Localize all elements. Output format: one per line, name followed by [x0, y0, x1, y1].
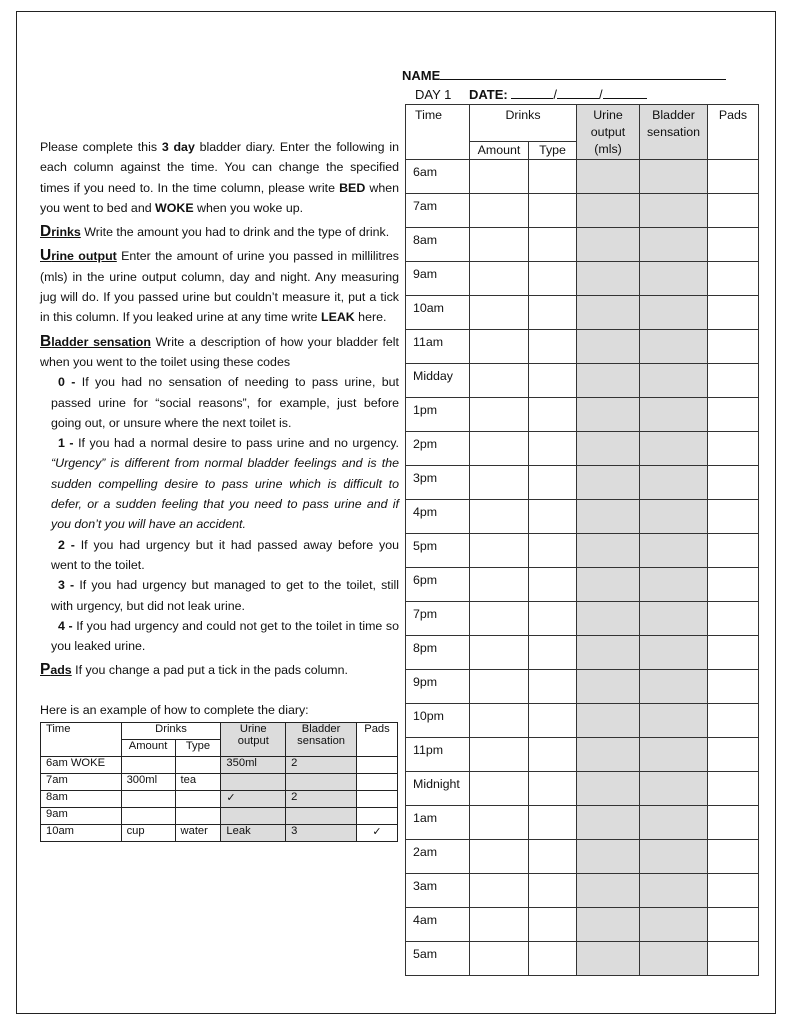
diary-type-cell[interactable]	[529, 466, 577, 500]
diary-amount-cell[interactable]	[470, 874, 529, 908]
diary-time-cell: 5pm	[406, 534, 470, 568]
diary-urine-cell[interactable]	[577, 942, 640, 976]
diary-amount-cell[interactable]	[470, 432, 529, 466]
diary-amount-cell[interactable]	[470, 330, 529, 364]
diary-header-time: Time	[406, 105, 470, 160]
diary-urine-cell[interactable]	[577, 874, 640, 908]
code-4	[40, 616, 399, 657]
diary-pads-cell[interactable]	[708, 772, 759, 806]
diary-amount-cell[interactable]	[470, 534, 529, 568]
example-cell-bladder	[286, 808, 357, 825]
diary-amount-cell[interactable]	[470, 670, 529, 704]
diary-pads-cell[interactable]	[708, 874, 759, 908]
example-cell-amount: cup	[121, 825, 175, 842]
example-row	[41, 825, 398, 842]
diary-bladder-cell[interactable]	[640, 942, 708, 976]
diary-time-cell: 9pm	[406, 670, 470, 704]
diary-bladder-cell[interactable]	[640, 194, 708, 228]
diary-urine-cell[interactable]	[577, 330, 640, 364]
diary-time-cell: 8pm	[406, 636, 470, 670]
example-cell-urine	[221, 808, 286, 825]
example-cell-time: 9am	[41, 808, 122, 825]
day-date-line	[415, 87, 647, 102]
example-cell-type: water	[175, 825, 221, 842]
code-4-text: If you had urgency and could not get to the toilet in time so you leaked urine.	[51, 618, 399, 654]
diary-row	[406, 534, 759, 568]
diary-bladder-cell[interactable]	[640, 432, 708, 466]
example-header-urine: Urine output	[221, 723, 286, 757]
diary-time-cell: 6pm	[406, 568, 470, 602]
diary-bladder-cell[interactable]	[640, 568, 708, 602]
diary-time-cell: 10am	[406, 296, 470, 330]
diary-row	[406, 806, 759, 840]
diary-urine-cell[interactable]	[577, 568, 640, 602]
diary-row	[406, 602, 759, 636]
diary-amount-cell[interactable]	[470, 296, 529, 330]
diary-urine-cell[interactable]	[577, 908, 640, 942]
example-cell-bladder: 2	[286, 757, 357, 774]
diary-bladder-cell[interactable]	[640, 704, 708, 738]
drinks-text: Write the amount you had to drink and the type of drink.	[80, 225, 390, 240]
diary-row	[406, 772, 759, 806]
example-cell-bladder: 3	[286, 825, 357, 842]
pads-heading-initial: P	[40, 661, 51, 679]
example-cell-amount	[121, 757, 175, 774]
diary-urine-cell[interactable]	[577, 806, 640, 840]
diary-urine-cell[interactable]	[577, 840, 640, 874]
diary-pads-cell[interactable]	[708, 908, 759, 942]
diary-amount-cell[interactable]	[470, 364, 529, 398]
diary-bladder-cell[interactable]	[640, 772, 708, 806]
diary-table	[405, 104, 759, 976]
diary-bladder-cell[interactable]	[640, 330, 708, 364]
code-0	[40, 372, 399, 433]
example-header-type: Type	[175, 740, 221, 757]
diary-row	[406, 840, 759, 874]
pads-heading-rest: ads	[50, 663, 72, 678]
example-cell-amount	[121, 808, 175, 825]
example-cell-urine: Leak	[221, 825, 286, 842]
intro-bold-2: BED	[339, 180, 366, 195]
diary-bladder-cell[interactable]	[640, 364, 708, 398]
example-table	[40, 722, 398, 842]
diary-bladder-cell[interactable]	[640, 500, 708, 534]
diary-header-pads: Pads	[708, 105, 759, 160]
example-cell-type: tea	[175, 774, 221, 791]
diary-urine-cell[interactable]	[577, 636, 640, 670]
diary-pads-cell[interactable]	[708, 500, 759, 534]
diary-urine-cell[interactable]	[577, 534, 640, 568]
diary-type-cell[interactable]	[529, 840, 577, 874]
drinks-heading-rest: rinks	[51, 225, 81, 240]
diary-type-cell[interactable]	[529, 398, 577, 432]
diary-bladder-cell[interactable]	[640, 296, 708, 330]
diary-time-cell: 7pm	[406, 602, 470, 636]
diary-bladder-cell[interactable]	[640, 228, 708, 262]
diary-type-cell[interactable]	[529, 806, 577, 840]
diary-amount-cell[interactable]	[470, 772, 529, 806]
diary-urine-cell[interactable]	[577, 602, 640, 636]
diary-bladder-cell[interactable]	[640, 738, 708, 772]
diary-type-cell[interactable]	[529, 942, 577, 976]
code-1-text: If you had a normal desire to pass urine and no urgency.	[73, 436, 399, 451]
diary-row	[406, 568, 759, 602]
diary-urine-cell[interactable]	[577, 738, 640, 772]
urine-text: Enter the amount of urine you passed in millilitres (mls) in the urine output column, day and night. Any measuring jug will do. If you passed urine but couldn’t measure it, put a tick in this column. If you leaked urine at any time write	[40, 249, 399, 325]
diary-urine-cell[interactable]	[577, 704, 640, 738]
diary-bladder-cell[interactable]	[640, 398, 708, 432]
diary-row	[406, 296, 759, 330]
bladder-heading-initial: B	[40, 332, 52, 350]
diary-urine-cell[interactable]	[577, 364, 640, 398]
diary-time-cell: 4pm	[406, 500, 470, 534]
diary-row	[406, 160, 759, 194]
diary-header-row-1	[406, 105, 759, 142]
urine-text-end: here.	[354, 310, 387, 325]
example-cell-time: 8am	[41, 791, 122, 808]
example-cell-pads: ✓	[357, 825, 398, 842]
code-2-num: 2 -	[58, 537, 75, 552]
diary-urine-cell[interactable]	[577, 432, 640, 466]
diary-amount-cell[interactable]	[470, 500, 529, 534]
diary-time-cell: 2pm	[406, 432, 470, 466]
diary-time-cell: Midday	[406, 364, 470, 398]
drinks-paragraph	[40, 222, 399, 242]
code-0-num: 0 -	[58, 375, 76, 390]
date-day-blank[interactable]	[511, 87, 553, 99]
example-cell-type	[175, 791, 221, 808]
example-header-bladder: Bladder sensation	[286, 723, 357, 757]
example-row	[41, 757, 398, 774]
diary-amount-cell[interactable]	[470, 398, 529, 432]
diary-row	[406, 330, 759, 364]
diary-type-cell[interactable]	[529, 364, 577, 398]
urgency-definition: “Urgency” is different from normal bladder feelings and is the sudden compelling desire to pass urine which is difficult to defer, or a sudden feeling that you need to pass urine and if you don’t you will have an accident.	[51, 456, 399, 532]
pads-heading	[40, 663, 72, 677]
diary-time-cell: 7am	[406, 194, 470, 228]
diary-amount-cell[interactable]	[470, 568, 529, 602]
diary-pads-cell[interactable]	[708, 194, 759, 228]
diary-urine-cell[interactable]	[577, 228, 640, 262]
name-blank[interactable]	[440, 68, 726, 80]
diary-pads-cell[interactable]	[708, 432, 759, 466]
diary-header-urine: Urine output (mls)	[577, 105, 640, 160]
diary-type-cell[interactable]	[529, 772, 577, 806]
urine-paragraph	[40, 246, 399, 327]
example-row	[41, 774, 398, 791]
example-cell-urine	[221, 774, 286, 791]
code-3-text: If you had urgency but managed to get to the toilet, still with urgency, but did not leak urine.	[51, 578, 399, 613]
diary-amount-cell[interactable]	[470, 806, 529, 840]
diary-pads-cell[interactable]	[708, 602, 759, 636]
example-cell-urine: 350ml	[221, 757, 286, 774]
name-field[interactable]	[402, 68, 726, 83]
date-month-blank[interactable]	[557, 87, 599, 99]
example-cell-type	[175, 757, 221, 774]
diary-header-amount: Amount	[470, 142, 529, 160]
bladder-heading-rest: ladder sensation	[51, 334, 151, 349]
bladder-paragraph	[40, 332, 399, 373]
diary-type-cell[interactable]	[529, 602, 577, 636]
example-cell-pads	[357, 808, 398, 825]
diary-amount-cell[interactable]	[470, 262, 529, 296]
diary-row	[406, 636, 759, 670]
diary-pads-cell[interactable]	[708, 670, 759, 704]
diary-pads-cell[interactable]	[708, 160, 759, 194]
intro-bold-3: WOKE	[155, 200, 194, 215]
diary-type-cell[interactable]	[529, 874, 577, 908]
diary-row	[406, 432, 759, 466]
diary-pads-cell[interactable]	[708, 636, 759, 670]
diary-time-cell: 6am	[406, 160, 470, 194]
diary-bladder-cell[interactable]	[640, 840, 708, 874]
diary-row	[406, 670, 759, 704]
diary-pads-cell[interactable]	[708, 330, 759, 364]
diary-amount-cell[interactable]	[470, 466, 529, 500]
diary-type-cell[interactable]	[529, 160, 577, 194]
diary-time-cell: 11am	[406, 330, 470, 364]
intro-paragraph	[40, 137, 399, 218]
diary-pads-cell[interactable]	[708, 398, 759, 432]
diary-time-cell: 11pm	[406, 738, 470, 772]
example-body	[41, 757, 398, 842]
diary-type-cell[interactable]	[529, 500, 577, 534]
diary-row	[406, 228, 759, 262]
example-caption: Here is an example of how to complete the diary:	[40, 703, 309, 717]
diary-time-cell: 9am	[406, 262, 470, 296]
diary-bladder-cell[interactable]	[640, 602, 708, 636]
diary-time-cell: 4am	[406, 908, 470, 942]
diary-type-cell[interactable]	[529, 330, 577, 364]
diary-pads-cell[interactable]	[708, 840, 759, 874]
diary-row	[406, 874, 759, 908]
diary-urine-cell[interactable]	[577, 398, 640, 432]
intro-text-3: when you went to bed and	[40, 180, 399, 215]
diary-type-cell[interactable]	[529, 432, 577, 466]
code-2	[40, 535, 399, 576]
diary-time-cell: 3am	[406, 874, 470, 908]
diary-bladder-cell[interactable]	[640, 262, 708, 296]
diary-amount-cell[interactable]	[470, 908, 529, 942]
diary-type-cell[interactable]	[529, 262, 577, 296]
diary-amount-cell[interactable]	[470, 636, 529, 670]
intro-text-1: Please complete this	[40, 140, 162, 154]
diary-type-cell[interactable]	[529, 704, 577, 738]
diary-header-type: Type	[529, 142, 577, 160]
diary-type-cell[interactable]	[529, 194, 577, 228]
example-cell-bladder	[286, 774, 357, 791]
diary-pads-cell[interactable]	[708, 296, 759, 330]
code-2-text: If you had urgency but it had passed away before you went to the toilet.	[51, 537, 399, 572]
diary-row	[406, 738, 759, 772]
diary-amount-cell[interactable]	[470, 160, 529, 194]
code-1-num: 1 -	[58, 436, 74, 451]
diary-time-cell: 5am	[406, 942, 470, 976]
diary-pads-cell[interactable]	[708, 738, 759, 772]
diary-urine-cell[interactable]	[577, 772, 640, 806]
name-label: NAME	[402, 68, 441, 83]
diary-pads-cell[interactable]	[708, 466, 759, 500]
diary-row	[406, 908, 759, 942]
diary-amount-cell[interactable]	[470, 228, 529, 262]
diary-amount-cell[interactable]	[470, 840, 529, 874]
example-header-amount: Amount	[121, 740, 175, 757]
diary-pads-cell[interactable]	[708, 806, 759, 840]
urine-heading-rest: rine output	[51, 249, 117, 264]
diary-type-cell[interactable]	[529, 636, 577, 670]
diary-pads-cell[interactable]	[708, 262, 759, 296]
diary-pads-cell[interactable]	[708, 534, 759, 568]
diary-urine-cell[interactable]	[577, 262, 640, 296]
diary-pads-cell[interactable]	[708, 364, 759, 398]
diary-time-cell: 1am	[406, 806, 470, 840]
example-cell-time: 6am WOKE	[41, 757, 122, 774]
intro-text-4: when you woke up.	[193, 200, 304, 215]
day-label: DAY 1	[415, 87, 452, 102]
diary-time-cell: 2am	[406, 840, 470, 874]
diary-bladder-cell[interactable]	[640, 160, 708, 194]
instructions	[40, 137, 399, 681]
diary-amount-cell[interactable]	[470, 194, 529, 228]
diary-time-cell: Midnight	[406, 772, 470, 806]
diary-type-cell[interactable]	[529, 908, 577, 942]
code-3	[40, 575, 399, 616]
diary-bladder-cell[interactable]	[640, 874, 708, 908]
diary-type-cell[interactable]	[529, 568, 577, 602]
urine-bold: LEAK	[321, 310, 355, 325]
bladder-heading	[40, 332, 151, 350]
diary-type-cell[interactable]	[529, 670, 577, 704]
diary-urine-cell[interactable]	[577, 670, 640, 704]
date-year-blank[interactable]	[603, 87, 647, 99]
diary-row	[406, 942, 759, 976]
code-1	[40, 433, 399, 534]
date-label: DATE:	[469, 87, 508, 102]
bladder-text: Write a description of how your bladder felt when you went to the toilet using these codes	[40, 334, 399, 369]
diary-urine-cell[interactable]	[577, 160, 640, 194]
diary-bladder-cell[interactable]	[640, 670, 708, 704]
drinks-heading-initial: D	[40, 223, 52, 241]
diary-bladder-cell[interactable]	[640, 908, 708, 942]
example-header-row-1	[41, 723, 398, 740]
diary-bladder-cell[interactable]	[640, 534, 708, 568]
example-cell-time: 7am	[41, 774, 122, 791]
diary-body	[406, 160, 759, 976]
urine-heading	[40, 249, 117, 263]
diary-amount-cell[interactable]	[470, 942, 529, 976]
diary-bladder-cell[interactable]	[640, 636, 708, 670]
diary-row	[406, 704, 759, 738]
diary-pads-cell[interactable]	[708, 568, 759, 602]
urine-heading-initial: U	[40, 247, 52, 265]
example-header-time: Time	[41, 723, 122, 757]
diary-bladder-cell[interactable]	[640, 806, 708, 840]
example-cell-pads	[357, 757, 398, 774]
example-header-pads: Pads	[357, 723, 398, 757]
diary-row	[406, 466, 759, 500]
example-cell-pads	[357, 791, 398, 808]
diary-row	[406, 500, 759, 534]
diary-type-cell[interactable]	[529, 534, 577, 568]
diary-pads-cell[interactable]	[708, 704, 759, 738]
example-cell-bladder: 2	[286, 791, 357, 808]
diary-urine-cell[interactable]	[577, 466, 640, 500]
code-3-num: 3 -	[58, 578, 75, 593]
diary-time-cell: 1pm	[406, 398, 470, 432]
diary-urine-cell[interactable]	[577, 296, 640, 330]
date-sep-1: /	[553, 87, 558, 102]
diary-row	[406, 194, 759, 228]
diary-type-cell[interactable]	[529, 228, 577, 262]
intro-text-2: bladder diary. Enter the following in each column against the time. You can change the specified times if you need to. In the time column, please write	[40, 140, 399, 195]
date-sep-2: /	[599, 87, 603, 102]
diary-header-bladder: Bladder sensation	[640, 105, 708, 160]
pads-paragraph	[40, 660, 399, 680]
diary-time-cell: 8am	[406, 228, 470, 262]
diary-pads-cell[interactable]	[708, 942, 759, 976]
diary-type-cell[interactable]	[529, 296, 577, 330]
diary-row	[406, 398, 759, 432]
diary-type-cell[interactable]	[529, 738, 577, 772]
example-row	[41, 791, 398, 808]
diary-time-cell: 10pm	[406, 704, 470, 738]
diary-pads-cell[interactable]	[708, 228, 759, 262]
code-4-num: 4 -	[58, 618, 73, 633]
diary-amount-cell[interactable]	[470, 738, 529, 772]
code-0-text: If you had no sensation of needing to pass urine, but passed urine for “social reasons”, for example, just before going out, or unsure where the next toilet is.	[51, 375, 399, 430]
diary-amount-cell[interactable]	[470, 704, 529, 738]
diary-urine-cell[interactable]	[577, 194, 640, 228]
example-row	[41, 808, 398, 825]
example-header-drinks: Drinks	[121, 723, 221, 740]
drinks-heading	[40, 225, 81, 239]
pads-text: If you change a pad put a tick in the pads column.	[71, 663, 348, 678]
example-cell-pads	[357, 774, 398, 791]
example-cell-type	[175, 808, 221, 825]
example-cell-amount	[121, 791, 175, 808]
example-cell-amount: 300ml	[121, 774, 175, 791]
example-cell-urine: ✓	[221, 791, 286, 808]
intro-bold-1: 3 day	[161, 140, 195, 154]
diary-header-drinks: Drinks	[470, 105, 577, 142]
diary-row	[406, 364, 759, 398]
diary-bladder-cell[interactable]	[640, 466, 708, 500]
diary-time-cell: 3pm	[406, 466, 470, 500]
example-cell-time: 10am	[41, 825, 122, 842]
diary-amount-cell[interactable]	[470, 602, 529, 636]
diary-urine-cell[interactable]	[577, 500, 640, 534]
diary-row	[406, 262, 759, 296]
